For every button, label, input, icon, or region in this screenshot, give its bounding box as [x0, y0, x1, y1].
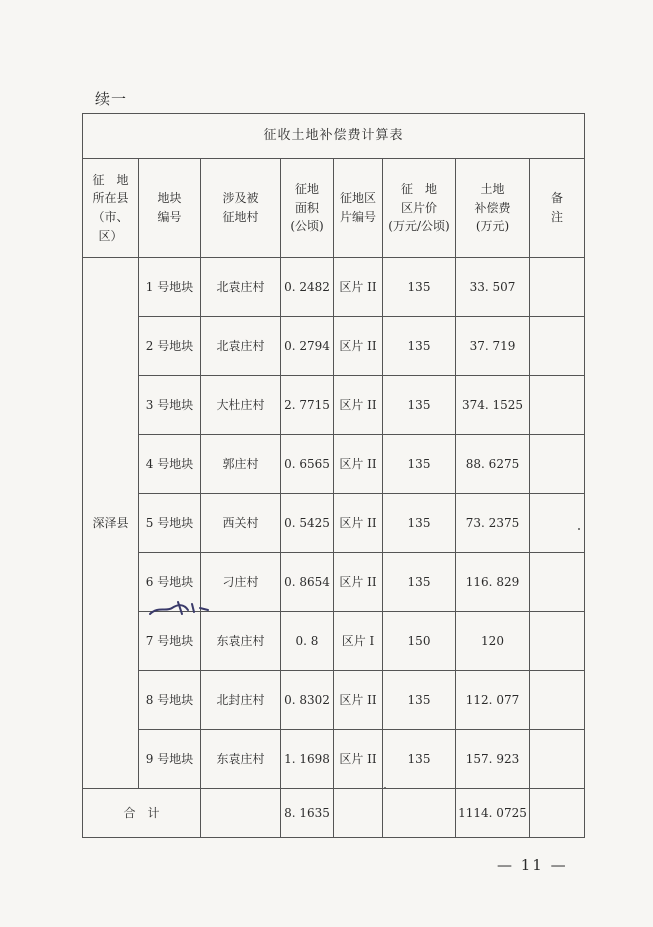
- area-cell: 0. 5425: [281, 494, 334, 553]
- zone-cell: 区片 II: [334, 671, 383, 730]
- compensation-table-wrapper: [82, 113, 584, 838]
- area-cell: 0. 8: [281, 612, 334, 671]
- zone-cell: 区片 I: [334, 612, 383, 671]
- table-row: [83, 671, 585, 730]
- block-cell: 9 号地块: [139, 730, 201, 789]
- price-cell: 135: [383, 671, 456, 730]
- area-cell: 2. 7715: [281, 376, 334, 435]
- header-block-no: 地块 编号: [139, 159, 201, 258]
- total-area: 8. 1635: [281, 789, 334, 838]
- zone-cell: 区片 II: [334, 258, 383, 317]
- block-cell: 3 号地块: [139, 376, 201, 435]
- village-cell: 刁庄村: [201, 553, 281, 612]
- area-cell: 1. 1698: [281, 730, 334, 789]
- fee-cell: 116. 829: [456, 553, 530, 612]
- village-cell: 西关村: [201, 494, 281, 553]
- block-cell: 7 号地块: [139, 612, 201, 671]
- fee-cell: 374. 1525: [456, 376, 530, 435]
- remark-cell: [530, 612, 585, 671]
- table-title: 征收土地补偿费计算表: [83, 114, 585, 159]
- remark-cell: [530, 435, 585, 494]
- table-header-row: [83, 159, 585, 258]
- area-cell: 0. 2794: [281, 317, 334, 376]
- ink-scribble-mark: [148, 596, 238, 620]
- area-cell: 0. 6565: [281, 435, 334, 494]
- total-village-empty: [201, 789, 281, 838]
- zone-cell: 区片 II: [334, 494, 383, 553]
- table-title-row: [83, 114, 585, 159]
- village-cell: 东袁庄村: [201, 730, 281, 789]
- header-price: 征 地 区片价 (万元/公顷): [383, 159, 456, 258]
- price-cell: 135: [383, 258, 456, 317]
- fee-cell: 88. 6275: [456, 435, 530, 494]
- header-remark: 备 注: [530, 159, 585, 258]
- remark-cell: [530, 494, 585, 553]
- table-row: [83, 376, 585, 435]
- fee-cell: 112. 077: [456, 671, 530, 730]
- county-cell: 深泽县: [83, 258, 139, 789]
- zone-cell: 区片 II: [334, 376, 383, 435]
- zone-cell: 区片 II: [334, 317, 383, 376]
- header-area: 征地 面积 (公顷): [281, 159, 334, 258]
- total-fee: 1114. 0725: [456, 789, 530, 838]
- fee-cell: 157. 923: [456, 730, 530, 789]
- table-row: [83, 612, 585, 671]
- price-cell: 150: [383, 612, 456, 671]
- table-row: [83, 317, 585, 376]
- price-cell: 135: [383, 553, 456, 612]
- total-zone-empty: [334, 789, 383, 838]
- table-row: [83, 258, 585, 317]
- zone-cell: 区片 II: [334, 553, 383, 612]
- zone-cell: 区片 II: [334, 435, 383, 494]
- village-cell: 东袁庄村: [201, 612, 281, 671]
- table-row: [83, 435, 585, 494]
- total-label: 合 计: [83, 789, 201, 838]
- price-cell: 135: [383, 435, 456, 494]
- header-county: 征 地 所在县 （市、 区）: [83, 159, 139, 258]
- remark-cell: [530, 671, 585, 730]
- village-cell: 北袁庄村: [201, 258, 281, 317]
- block-cell: 8 号地块: [139, 671, 201, 730]
- total-row: [83, 789, 585, 838]
- header-village: 涉及被 征地村: [201, 159, 281, 258]
- land-compensation-table: [82, 113, 585, 838]
- village-cell: 大杜庄村: [201, 376, 281, 435]
- header-fee: 土地 补偿费 (万元): [456, 159, 530, 258]
- fee-cell: 120: [456, 612, 530, 671]
- area-cell: 0. 2482: [281, 258, 334, 317]
- village-cell: 北封庄村: [201, 671, 281, 730]
- fee-cell: 33. 507: [456, 258, 530, 317]
- scan-speck: [578, 528, 580, 530]
- price-cell: 135: [383, 317, 456, 376]
- scan-speck: [384, 787, 386, 789]
- table-row: [83, 494, 585, 553]
- block-cell: 1 号地块: [139, 258, 201, 317]
- zone-cell: 区片 II: [334, 730, 383, 789]
- price-cell: 135: [383, 494, 456, 553]
- fee-cell: 37. 719: [456, 317, 530, 376]
- village-cell: 北袁庄村: [201, 317, 281, 376]
- price-cell: 135: [383, 376, 456, 435]
- remark-cell: [530, 376, 585, 435]
- block-cell: 2 号地块: [139, 317, 201, 376]
- continued-label: 续一: [95, 90, 128, 108]
- table-row: [83, 730, 585, 789]
- block-cell: 6 号地块: [139, 553, 201, 612]
- header-zone-no: 征地区 片编号: [334, 159, 383, 258]
- fee-cell: 73. 2375: [456, 494, 530, 553]
- remark-cell: [530, 553, 585, 612]
- price-cell: 135: [383, 730, 456, 789]
- village-cell: 郭庄村: [201, 435, 281, 494]
- total-remark-empty: [530, 789, 585, 838]
- page-number: — 11 —: [497, 856, 568, 874]
- area-cell: 0. 8654: [281, 553, 334, 612]
- area-cell: 0. 8302: [281, 671, 334, 730]
- total-price-empty: [383, 789, 456, 838]
- block-cell: 4 号地块: [139, 435, 201, 494]
- remark-cell: [530, 730, 585, 789]
- remark-cell: [530, 258, 585, 317]
- remark-cell: [530, 317, 585, 376]
- block-cell: 5 号地块: [139, 494, 201, 553]
